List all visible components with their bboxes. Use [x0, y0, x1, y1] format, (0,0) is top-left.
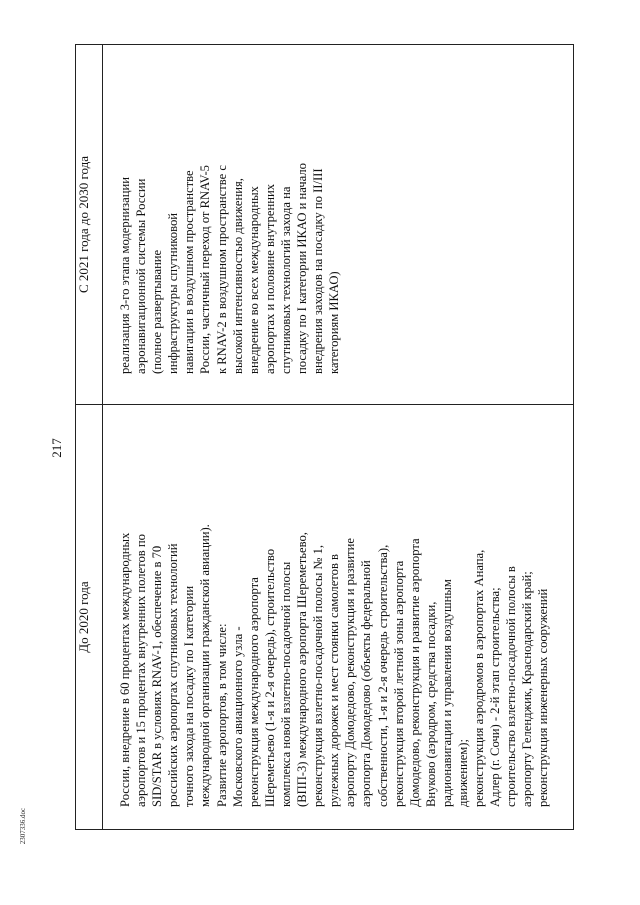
- header-period-2021-2030: С 2021 года до 2030 года: [76, 45, 103, 405]
- cell-until-2020: [103, 405, 574, 830]
- cell-2021-2030: [103, 45, 574, 405]
- schedule-table: [75, 44, 574, 830]
- table-row: [103, 45, 574, 830]
- rotated-table-container: [75, 45, 605, 830]
- header-period-until-2020: До 2020 года: [76, 405, 103, 830]
- cell-text-2021-2030: реализация 3-го этапа модернизации аэронавигационной системы России (полное развертывание инфраструктуры спутниковой навигации в воздушном пространстве России, частичный переход от RNAV-5 к RNAV-2 в воздушном пространстве с высокой интенсивностью движения, внедрение во всех международных аэропортах и половине внутренних спутниковых технологий захода на посадку по I категории ИКАО и начало внедрения заходов на посадку по II/III категориям ИКАО): [118, 163, 342, 374]
- table-header-row: [76, 45, 103, 830]
- document-filename: 2307336.doc: [19, 807, 27, 845]
- cell-text-until-2020: России, внедрение в 60 процентах международных аэропортов и 15 процентах внутренних полетов по SID/STAR в условиях RNAV-1, обеспечение в 70 российских аэропортах спутниковых технологий точного захода на посадку по I категории международной организации гражданской авиации). Развитие аэропортов, в том числе: Московского авиационного узла - реконструкция международного аэропорта Шереметьево (1-я и 2-я очередь), строительство комплекса новой взлетно-посадочной полосы (ВПП-3) международного аэропорта Шереметьево, реконструкция взлетно-посадочной полосы № 1, рулежных дорожек и мест стоянки самолетов в аэропорту Домодедово, реконструкция и развитие аэропорта Домодедово (объекты федеральной собственности, 1-я и 2-я очередь строительства), реконструкция второй летной зоны аэропорта Домодедово, реконструкция и развитие аэропорта Внуково (аэродром, средства посадки, радионавигации и управления воздушным движением); реконструкция аэродромов в аэропортах Анапа, Адлер (г. Сочи) - 2-й этап строительства; строительство взлетно-посадочной полосы в аэропорту Геленджик, Краснодарский край; реконструкция инженерных сооружений: [118, 524, 551, 807]
- page-number: 217: [49, 438, 64, 458]
